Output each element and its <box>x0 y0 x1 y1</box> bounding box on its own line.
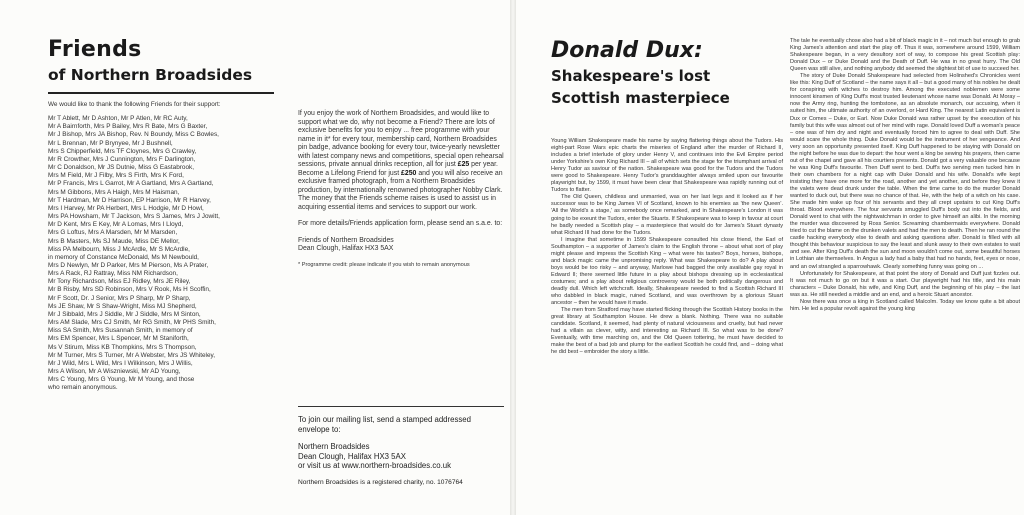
friends-name-line: Mrs D Newlyn, Mr D Parker, Mrs M Pierson, Ms A Prater, <box>48 261 209 269</box>
friends-name-line: in memory of Constance McDonald, Ms M Newbould, <box>48 253 199 261</box>
page-subtitle: of Northern Broadsides <box>48 66 253 84</box>
friends-name-line: Mrs C Young, Mrs G Young, Mr M Young, and those <box>48 376 195 384</box>
mailing-address: Northern Broadsides Dean Clough, Halifax HX3 5AX or visit us at www.northern-broadsides.co.uk <box>298 442 451 470</box>
charity-note: Northern Broadsides is a registered charity, no. 1076764 <box>298 478 463 486</box>
friends-name-line: Mrs A Rack, RJ Rattray, Miss NM Richardson, <box>48 270 178 278</box>
mailing-list-box <box>298 406 504 495</box>
friends-name-line: Mrs S Chipperfield, Mrs TF Cloynes, Mrs G Crawley, <box>48 147 197 155</box>
friends-name-line: Ms V Stirum, Miss KB Thompkins, Mrs S Thompson, <box>48 343 197 351</box>
article-subtitle-2: Scottish masterpiece <box>551 89 730 107</box>
article-paragraph: The tale he eventually chose also had a bit of black magic in it – not much but enough to grab King James's attention and start the play off. Thus it was, somewhere around 1599, William Shakespeare began, in a very desultory sort of way, to compose his great Scottish play: Donald Dux – or Duke Donald and the Death of Duff. He was in no great hurry. The Old Queen was still alive, and nothing anybody did seemed the slightest bit of use to succeed her. <box>790 38 1020 73</box>
website-link: or visit us at www.northern-broadsides.co.uk <box>298 461 451 470</box>
article-paragraph: The Old Queen, childless and unmarried, was on her last legs and it looked as if her successor was to be King James VI of Scotland, known to his enemies as 'the new Queen'. 'All the World's a stage,' as somebody once remarked, and in Shakespeare's London it was going to be exeunt the Tudors, enter the Stuarts. If Shakespeare was to keep in favour at court he badly needed a Scottish play – a masterpiece that would do for James's Stuart dynasty what Richard III had done for the Tudors. <box>551 194 783 236</box>
friends-name-line: who remain anonymous. <box>48 384 118 392</box>
programme-footnote: * Programme credit: please indicate if you wish to remain anonymous <box>298 261 470 268</box>
friends-heading <box>48 38 274 94</box>
friends-name-line: Mr A Bairnforth, Mrs P Bailey, Mrs R Bate, Mrs G Baxter, <box>48 123 208 131</box>
friends-name-line: Miss PA Melbourn, Miss J McArdle, Mr S McArdle, <box>48 245 190 253</box>
friends-name-line: Mr T Hardman, Mr D Harrison, EP Harrison, Mr R Harvey, <box>48 196 211 204</box>
friends-name-line: Ms JE Shaw, Mr S Shaw-Wright, Miss MJ Shepherd, <box>48 302 197 310</box>
friends-name-line: Mr P Francis, Mrs L Garrot, Mr A Gartland, Mrs A Gartland, <box>48 180 214 188</box>
friends-names <box>48 115 280 392</box>
article-heading <box>551 38 787 108</box>
friends-intro: We would like to thank the following Friends for their support: <box>48 101 221 108</box>
friends-address: Friends of Northern Broadsides Dean Clough, Halifax HX3 5AX <box>298 236 394 252</box>
friends-name-line: Mr C Donaldson, Mr JS Dutnie, Miss G Eastabrook, <box>48 164 194 172</box>
article-title: Donald Dux: <box>551 38 703 63</box>
friends-name-line: Mr J Bishop, Mrs JA Bishop, Rev. N Boundy, Miss C Bowles, <box>48 131 219 139</box>
standard-price: £25 <box>457 161 470 168</box>
article-paragraph: I imagine that sometime in 1599 Shakespeare consulted his close friend, the Earl of Southampton – a supporter of James's claim to the English throne – about what sort of play might please and impress the Scottish King – what were his tastes? Boys, horses, bishops, and black magic came the unpromising reply. What was Shakespeare to do? A play about boys would be too risky – and anyway, Marlowe had bagged the only available gay royal in Edward II; there seemed little future in a play about bishops dressing up in ecclesiastical costumes; and a play about religious controversy would be both politically dangerous and deadly dull. Which left witchcraft. Ideally, Shakespeare needed to find a Scottish Richard III who dabbled in black magic, ruined Scotland, and was overthrown by a glorious Stuart ancestor – then he would have it made. <box>551 236 783 307</box>
friends-name-line: Mrs A Wilson, Mr A Wiszniewski, Mr AD Young, <box>48 368 181 375</box>
article-column-2 <box>790 38 1020 313</box>
friends-name-line: Mr R Crowther, Mrs J Cunnington, Mrs F Darlington, <box>48 155 196 163</box>
lifelong-price: £250 <box>401 169 417 177</box>
friends-name-line: Mrs AM Slade, Mrs CJ Smith, Mr RG Smith, Mr PHS Smith, <box>48 319 216 327</box>
benefits-paragraph: If you enjoy the work of Northern Broadsides, and would like to support what we do, why not become a Friend? There are lots of exclusive benefits for you to enjoy ... free programme with your name in it* for every tour, membership card, Northern Broadsides pin badge, advance booking for every tour, twice-yearly newsletter with latest company news and competitions, special open rehearsal sessions, private annual drinks reception, all for just £25 per year. Become a Lifelong Friend for just £250 and you will also receive an exclusive framed photograph, from a Northern Broadsides production, by internationally renowned photographer Nobby Clark. The money that the Friends scheme raises is used to assist us in acquiring essential items and services to support our work. <box>298 110 504 211</box>
friends-name-line: Mrs PA Howsham, Mr T Jackson, Mrs S James, Mrs J Jowitt, <box>48 213 220 221</box>
article-subtitle-1: Shakespeare's lost <box>551 67 711 85</box>
article-paragraph: Young William Shakespeare made his name by saying flattering things about the Tudors. His eight-part Rose Wars epic charts the miseries of England after the murder of Richard II, includes a brief interlude of glory under Henry V, and continues into the Evil Empire period under Yorkshire's own King Richard III – all of which sets the stage for the triumphant arrival of Henry Tudor as saviour of the nation. Shakespeare was good for the Tudors and the Tudors were good to Shakespeare. Henry Tudor's granddaughter always smiled upon our favourite playwright but, by 1599, it must have been clear that Shakespeare was rapidly running out of Tudors to flatter. <box>551 138 783 194</box>
friends-name-line: Mrs EM Spencer, Mrs L Spencer, Mr M Staniforth, <box>48 335 189 343</box>
friends-name-line: Mr D Kent, Mrs E Key, Mr A Lomas, Mrs I Lloyd, <box>48 221 184 229</box>
friends-name-line: Mr B Risby, Mrs SD Robinson, Mrs V Rook, Ms H Scoffin, <box>48 286 211 294</box>
book-gutter <box>510 0 516 515</box>
friends-name-line: Mr M Turner, Mrs S Turner, Mr A Webster, Mrs JS Whiteley, <box>48 351 216 359</box>
friends-name-line: Mr Tony Richardson, Miss EJ Ridley, Mrs JE Riley, <box>48 278 191 286</box>
article-paragraph: Unfortunately for Shakespeare, at that point the story of Donald and Duff just fizzles out. It was not much to go on but it was a start. Our playwright had his title, and his main characters – Duke Donald, his wife, and King Duff, and the beginning of his play – the last was as. He still needed a middle and an end, and a heroic Stuart ancestor. <box>790 270 1020 298</box>
friends-name-line: Mr J Wild, Mrs L Wild, Mrs I Wilkinson, Mrs J Willis, <box>48 359 193 367</box>
friends-name-line: Mrs M Field, Mr J Filby, Mrs S Firth, Mrs K Ford, <box>48 172 184 180</box>
friends-name-line: Mr J Sibbald, Mrs J Siddle, Mr J Siddle, Mrs M Sinton, <box>48 310 201 318</box>
page-title: Friends <box>48 37 142 62</box>
article-paragraph: The story of Duke Donald Shakespeare had selected from Holinshed's Chronicles went like this: King Duff of Scotland – the name says it all – but a good many of his nobles he dealt for conspiring with witches to destroy him. Among the executed noblemen were some innocent kinsmen of King Duff's most trusted lieutenant whose name was Donald. At Moray – now the Army ring, hunting the tombstone, as an absolute monarch, our accusing, when it suited him, the ultimate authority of an overlord, or Hard King. The nearest Latin equivalent is Dux or Comes – Duke, or Earl. Now Duke Donald was rather upset by the execution of his family but this wife was almost out of her mind with rage. Donald loved Duff a woman's peace – one was of him dry and night and eventually forced him to agree to deal with Duff. She would scare the whole thing. Duke Donald would be the instrument of her vengeance. And very soon an opportunity presented itself. King Duff happened to be staying with Donald on the night before he was due to depart: the hour went a king be sewing his prayers, then came out of the chapel and gave all his courtiers presents. Donald got a very valuable one because he was King Duff's favourite. Then Duff went to bed. Duff's two serving men tucked him in their own chambers for a night cap with Duke Donald and his wife. Donald's wife kept insisting they have one more for the road, another and yet another, and before they knew it the valets were dead drunk under the table. When the time came to do the murder Donald wanted to duck out, but there was no chance of that. He, with the help of a witch on his case. She made him wake up four of his servants and they all crept upstairs to cut King Duff's throat. Blood everywhere. The four servants smuggled Duff's body out into the fields, and Donald went to chat with the nightwatchman in order to give himself an alibi. In the morning the murder was discovered by Ross Senior. Screaming chambermaids everywhere. Donald tried to cut the blame on the drunken valets and had the men to death. Then he ran round the castle hacking everybody else to death and asking questions after. Donald is filled with all thought this behaviour suspicious to say the least and slunk away to their own estates to wait and see. After King Duff's death the sun and moon wouldn't come out, some beautiful horses in Lothian ate themselves. In Angus a lady had a baby that had no hands, feet, eyes or nose, and an owl strangled a sparrowhawk. Clearly something funny was going on ... <box>790 73 1020 270</box>
friends-name-line: Miss SA Smith, Mrs Susannah Smith, in memory of <box>48 327 193 335</box>
article-paragraph: Now there was once a king in Scotland called Malcolm. Today we know quite a bit about him. He led a popular revolt against the young king <box>790 298 1020 312</box>
friends-name-line: Mr L Brennan, Mr P Brynyee, Mr J Bushnell, <box>48 139 173 147</box>
friends-info <box>298 110 504 277</box>
friends-name-line: Mrs M Gibbons, Mrs A Haigh, Mrs M Haisman, <box>48 188 180 196</box>
friends-name-line: Mrs I Harvey, Mr PA Herbert, Mrs L Hodgie, Mr D Howl, <box>48 204 204 212</box>
details-paragraph: For more details/Friends application form, please send an s.a.e. to: <box>298 220 503 227</box>
article-paragraph: The men from Stratford may have started flicking through the Scottish History books in the great library at Southampton House. He drew a blank. Nothing. There was no suitable candidate. Scotland, it seemed, had plenty of natural viciousness and cruelty, but had never had a villain as clever, witty, and interesting as Richard III. So what was to be done? Eventually, with time marching on, and the Old Queen tottering, he must have decided to make the best of a bad job and plump for the earliest Scottish he could find, and – doing what he did best – embroider the story a little. <box>551 307 783 356</box>
friends-name-line: Mrs B Masters, Ms SJ Maude, Miss DE Mellor, <box>48 237 180 245</box>
mailing-heading: To join our mailing list, send a stamped addressed envelope to: <box>298 415 471 434</box>
friends-name-line: Mrs G Loftus, Mrs A Marsden, Mr M Marsden, <box>48 229 178 237</box>
friends-list <box>48 101 280 392</box>
friends-name-line: Mr T Ablett, Mr D Ashton, Mr P Atlen, Mr RC Auty, <box>48 115 188 123</box>
friends-name-line: Mr F Scott, Dr. J Senior, Mrs P Sharp, Mr P Sharp, <box>48 294 191 302</box>
heading-rule <box>48 92 274 94</box>
article-column-1 <box>551 138 783 356</box>
